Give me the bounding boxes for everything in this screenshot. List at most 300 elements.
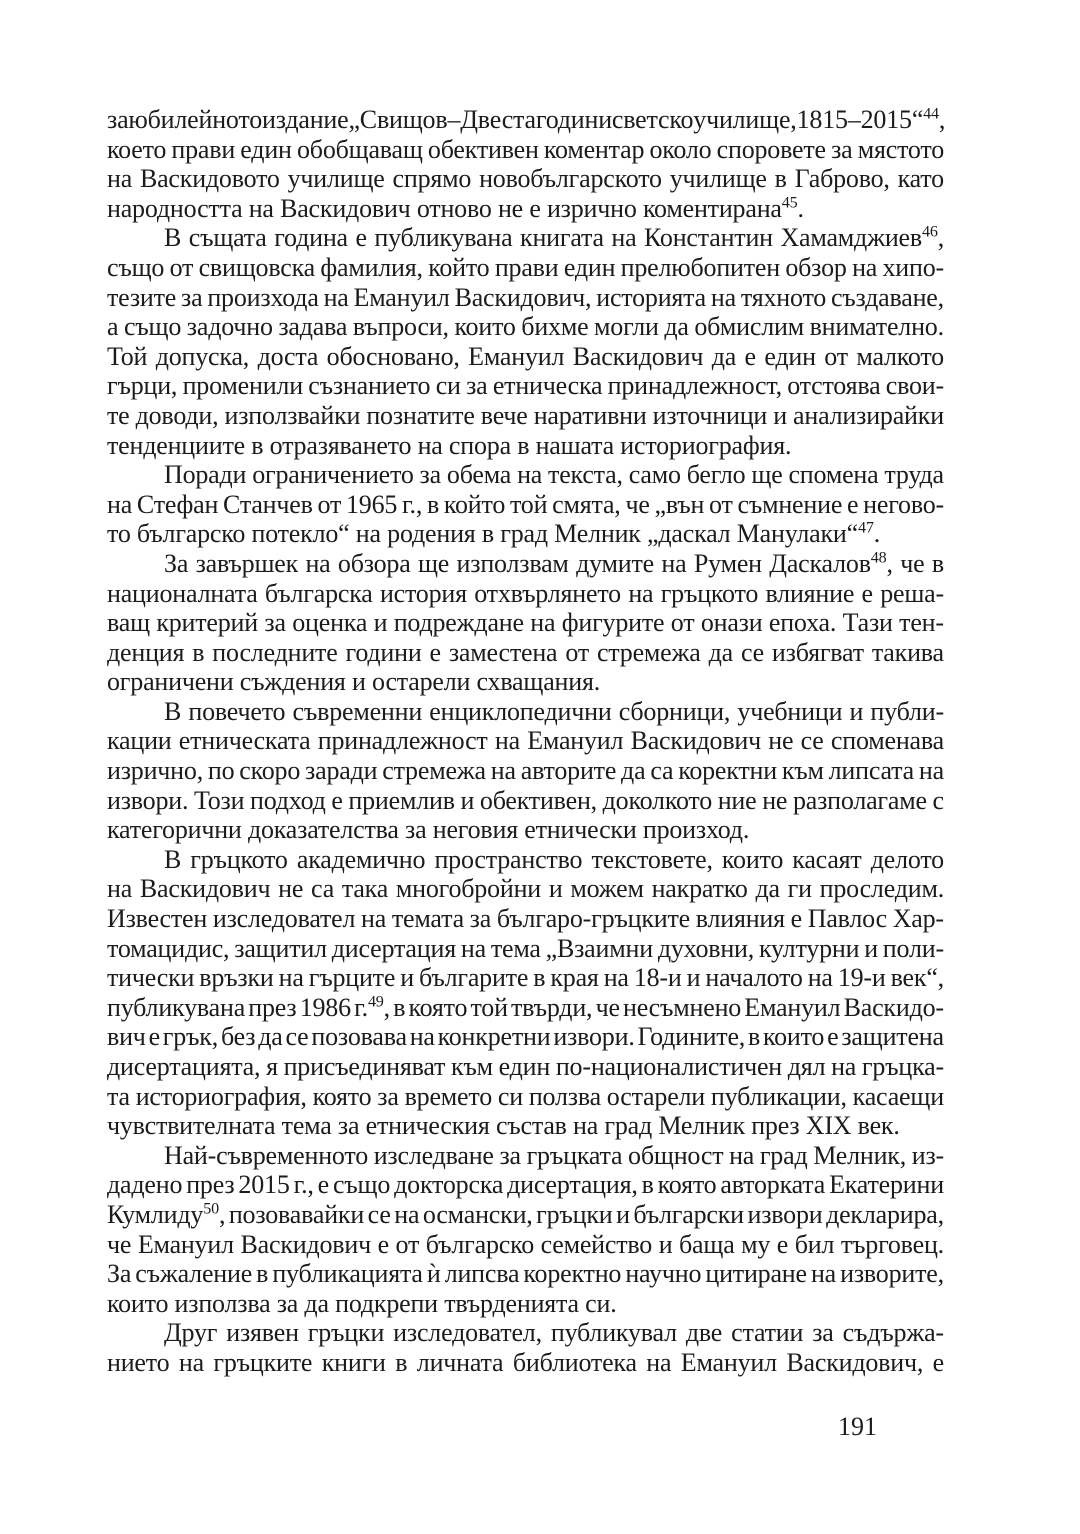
word: на: [305, 548, 331, 578]
word: труда: [884, 460, 944, 490]
word: Васкидович,: [786, 1347, 924, 1377]
word: е: [355, 223, 367, 253]
word: да: [708, 637, 733, 667]
word: дисертация,: [507, 1170, 638, 1200]
word: 2015“$^{44}$,: [860, 105, 946, 134]
word: от: [670, 608, 695, 638]
word: изследване: [373, 1140, 494, 1170]
word: на: [628, 578, 654, 608]
word: смята,: [552, 489, 621, 519]
word: да: [664, 312, 689, 342]
word: обективен,: [479, 785, 597, 815]
word: Васкидович: [240, 1229, 371, 1259]
word: Той: [107, 341, 148, 371]
word: несъмнено: [622, 992, 742, 1022]
word: липсата: [828, 756, 915, 786]
word: 1986: [299, 992, 351, 1022]
word: позовавайки: [228, 1199, 365, 1229]
word: Емануил: [137, 1229, 234, 1259]
word: историята: [596, 282, 707, 312]
word: е: [861, 578, 873, 608]
text-line: [107, 845, 944, 875]
word: кации: [107, 726, 172, 756]
word: публикации,: [710, 1081, 847, 1111]
word: нието: [107, 1347, 170, 1377]
word: фамилия,: [320, 252, 423, 282]
word: е: [827, 1022, 839, 1052]
word: произхода: [207, 282, 319, 312]
text-line: [107, 934, 944, 964]
word: „Свищов: [348, 105, 448, 134]
word: реша-: [880, 578, 944, 608]
word: публи-: [870, 696, 944, 726]
text-line: [107, 1200, 944, 1230]
word: историография,: [135, 1081, 307, 1111]
word: на: [729, 1140, 755, 1170]
word: век“,: [890, 963, 944, 993]
word: за: [831, 134, 853, 164]
word: поли-: [882, 933, 944, 963]
word: за: [181, 282, 203, 312]
word: негово-: [863, 489, 944, 519]
word: присъединяват: [283, 1052, 446, 1081]
word: твърди,: [511, 992, 593, 1022]
word: защитил: [234, 933, 327, 963]
word: в: [774, 164, 787, 194]
word: изявен: [226, 1318, 299, 1348]
word: на: [361, 904, 387, 934]
word: денция: [107, 637, 185, 667]
word: той: [509, 489, 548, 519]
word: касаят: [792, 844, 862, 874]
word: същата: [188, 223, 267, 253]
word: връзки: [199, 963, 274, 993]
word: обективен: [427, 134, 539, 164]
footnote-reference: 48: [870, 549, 887, 567]
word: му: [741, 1229, 771, 1259]
word: гръцката: [526, 1140, 623, 1170]
word: че: [595, 992, 620, 1022]
word: отхвърлянето: [474, 578, 621, 608]
word: допуска,: [155, 341, 250, 371]
word: думите: [576, 548, 655, 578]
word: задава: [278, 312, 348, 342]
word: в: [641, 1170, 654, 1200]
word: Павлос: [807, 904, 887, 934]
word: публикувана: [107, 992, 246, 1022]
word: светско: [611, 105, 694, 134]
word: началото: [705, 963, 803, 993]
word: учебници: [737, 696, 843, 726]
word: енциклопедични: [429, 696, 612, 726]
word: липсва: [444, 1259, 520, 1289]
word: в: [393, 992, 406, 1022]
word: Емануил: [680, 1347, 777, 1377]
word: баща: [679, 1229, 735, 1259]
word: влияния: [695, 904, 785, 934]
word: не: [768, 726, 794, 756]
word: дисертацията,: [107, 1052, 261, 1081]
word: е: [847, 489, 859, 519]
word: също: [123, 312, 182, 342]
word: оценка: [292, 608, 368, 638]
word: принадлежност,: [607, 371, 782, 401]
word: за: [812, 1318, 834, 1348]
word: 18-и: [633, 963, 682, 993]
word: културни: [758, 933, 860, 963]
word: влияние: [765, 578, 855, 608]
word: ѝ: [426, 1259, 441, 1289]
word: да: [711, 341, 737, 371]
word: на: [394, 1199, 420, 1229]
word: –: [447, 105, 461, 134]
word: скоро: [239, 756, 301, 786]
text-line: [107, 223, 944, 253]
word: ващ: [107, 608, 150, 638]
word: и: [373, 608, 388, 638]
word: за: [469, 904, 492, 934]
word: на: [831, 1052, 857, 1081]
word: е: [331, 785, 343, 815]
word: завършек: [195, 548, 299, 578]
word: националната: [107, 578, 258, 608]
word: съмнение: [737, 489, 843, 519]
word: повечето: [188, 696, 286, 726]
word: години: [535, 105, 612, 134]
word: За: [164, 548, 189, 578]
paragraph: [107, 697, 944, 845]
word: на: [460, 933, 486, 963]
text-line: [107, 312, 944, 342]
word: на: [603, 963, 629, 993]
word: в: [192, 637, 205, 667]
word: от: [565, 637, 589, 667]
word: без: [220, 1022, 256, 1052]
text-line: [107, 904, 944, 934]
word: мястото: [857, 134, 944, 164]
word: Екатерини: [829, 1170, 944, 1200]
word: такива: [871, 637, 944, 667]
word: на: [323, 282, 349, 312]
word: етническата: [178, 726, 311, 756]
word: Емануил: [353, 282, 450, 312]
word: е: [776, 1229, 789, 1259]
word: от: [395, 1229, 420, 1259]
word: ограничението: [252, 460, 414, 490]
word: на: [278, 963, 304, 993]
word: Васкидо-: [843, 992, 944, 1022]
footnote-reference: 47: [857, 519, 874, 537]
word: по-националистичен: [555, 1052, 783, 1081]
text-line: [107, 1022, 944, 1052]
word: защитена: [841, 1022, 944, 1052]
word: за: [377, 1081, 399, 1111]
word: обзор: [785, 252, 847, 282]
word: текста,: [548, 460, 623, 490]
text-line: то българско потекло“ на родения в град Мелник „даскал Манулаки“$^{47}$.: [107, 519, 881, 549]
word: новобългарското: [479, 164, 662, 194]
word: текстовете,: [591, 844, 713, 874]
word: не: [762, 785, 788, 815]
text-line: категорични доказателства за неговия етнически произход.: [107, 815, 750, 845]
text-line: [107, 283, 944, 313]
word: книгата: [520, 223, 604, 253]
word: дадено: [107, 1170, 183, 1200]
word: на: [646, 1347, 672, 1377]
text-line: [107, 105, 944, 135]
word: декларира,: [826, 1199, 944, 1229]
word: в: [748, 1022, 761, 1052]
word: обема: [446, 460, 512, 490]
word: онази: [700, 608, 763, 638]
word: която: [312, 1081, 372, 1111]
word: подход: [250, 785, 326, 815]
word: за: [466, 371, 488, 401]
word: че: [900, 548, 925, 578]
word: Васкидович: [572, 341, 704, 371]
word: която: [408, 992, 468, 1022]
word: заради: [305, 756, 378, 786]
word: гръцка-: [861, 1052, 944, 1081]
word: края: [550, 963, 599, 993]
text-line: [107, 993, 944, 1023]
word: си: [497, 1081, 523, 1111]
text-line: [107, 164, 944, 194]
word: –: [847, 105, 861, 134]
word: така: [341, 874, 389, 904]
word: един: [498, 1052, 551, 1081]
word: пространство: [434, 844, 583, 874]
word: г.,: [293, 1170, 314, 1200]
word: които: [762, 1022, 825, 1052]
word: подреждане: [393, 608, 524, 638]
word: тяхното: [740, 282, 827, 312]
word: на: [852, 252, 878, 282]
word: е: [377, 1229, 389, 1259]
word: Васкидович,: [454, 282, 592, 312]
word: през: [248, 992, 297, 1022]
text-line: [107, 549, 944, 579]
word: да: [755, 874, 780, 904]
word: българска: [264, 578, 373, 608]
word: томацидис,: [107, 933, 230, 963]
word: две: [685, 1318, 723, 1348]
word: в: [256, 1259, 269, 1289]
word: от: [317, 489, 342, 519]
word: около: [649, 134, 712, 164]
word: Емануил: [744, 992, 841, 1022]
word: Станчев: [223, 489, 313, 519]
word: един: [563, 252, 616, 282]
word: юбилейното: [128, 105, 263, 134]
word: са: [311, 874, 335, 904]
paragraph: [107, 460, 944, 549]
word: търговец.: [840, 1229, 944, 1259]
word: по: [207, 756, 235, 786]
word: на: [409, 1022, 435, 1052]
word: училище,: [693, 105, 797, 134]
word: могли: [594, 312, 659, 342]
word: се: [740, 637, 764, 667]
word: Най-съвременното: [164, 1140, 368, 1170]
word: използвам: [456, 548, 569, 578]
word: остарели: [606, 1081, 706, 1111]
word: гърците: [308, 963, 396, 993]
word: съдържа-: [842, 1318, 944, 1348]
word: гръцките: [213, 1347, 313, 1377]
word: се: [800, 726, 824, 756]
word: из-: [911, 1140, 944, 1170]
word: гръцки: [307, 1318, 385, 1348]
word: Васкидовото: [139, 164, 280, 194]
word: обосновано,: [326, 341, 460, 371]
word: Хамамджиев$^{46}$,: [780, 223, 944, 253]
word: в: [395, 1347, 408, 1377]
word: Мелник,: [813, 1140, 907, 1170]
word: хипо-: [882, 252, 944, 282]
word: и: [548, 874, 563, 904]
word: извори.: [107, 785, 189, 815]
word: на: [107, 489, 133, 519]
word: създаване,: [830, 282, 944, 312]
word: вич: [107, 1022, 146, 1052]
word: епоха.: [768, 608, 837, 638]
word: в: [533, 963, 546, 993]
word: на: [810, 1259, 837, 1289]
text-line: които използва за да подкрепи твърденията си.: [107, 1288, 617, 1318]
word: българско: [425, 1229, 534, 1259]
word: използвайки: [224, 400, 361, 430]
word: от: [709, 489, 733, 519]
text-line: [107, 638, 944, 668]
word: и: [460, 785, 475, 815]
word: не: [278, 874, 304, 904]
word: личната: [416, 1347, 504, 1377]
word: 19-и: [837, 963, 886, 993]
word: Двеста: [460, 105, 536, 134]
word: на: [490, 756, 516, 786]
word: те: [107, 400, 130, 430]
word: е: [148, 1022, 160, 1052]
word: османски,: [422, 1199, 533, 1229]
word: който: [443, 489, 506, 519]
word: българите: [418, 963, 529, 993]
word: гръцки: [536, 1199, 613, 1229]
word: за: [499, 1140, 521, 1170]
word: стремежа: [382, 756, 486, 786]
paragraph: [107, 1318, 944, 1377]
text-line: [107, 608, 944, 638]
word: на: [107, 164, 133, 194]
word: та: [107, 1081, 130, 1111]
text-line: [107, 1170, 944, 1200]
word: съжаление: [135, 1259, 253, 1289]
text-line: ограничени съждения и остарели схващания.: [107, 667, 601, 697]
word: което: [107, 134, 167, 164]
word: можем: [570, 874, 644, 904]
word: да: [258, 1022, 283, 1052]
text-line: [107, 756, 944, 786]
word: да: [621, 756, 646, 786]
word: библиотека: [512, 1347, 637, 1377]
word: които: [721, 844, 784, 874]
word: се: [367, 1199, 391, 1229]
word: коректно: [523, 1259, 622, 1289]
word: за: [264, 608, 286, 638]
word: времето: [404, 1081, 492, 1111]
word: си: [435, 371, 461, 401]
word: 1815: [796, 105, 848, 134]
word: източници: [652, 400, 768, 430]
text-line: [107, 1230, 944, 1260]
word: съвременни: [292, 696, 423, 726]
word: коректни: [678, 756, 777, 786]
word: към: [781, 756, 824, 786]
word: ще: [751, 460, 783, 490]
text-line: [107, 135, 944, 165]
word: авторката: [720, 1170, 826, 1200]
word: духовни,: [657, 933, 755, 963]
word: и: [658, 1229, 673, 1259]
word: Тази: [842, 608, 893, 638]
text-line: [107, 342, 944, 372]
word: тен-: [899, 608, 944, 638]
word: г.,: [402, 489, 423, 519]
word: Даскалов$^{48}$,: [769, 548, 893, 578]
word: Известен: [107, 904, 208, 934]
word: дисертация: [331, 933, 456, 963]
word: свои-: [885, 371, 944, 401]
word: гърци,: [107, 371, 178, 401]
page-number: 191: [838, 1412, 877, 1441]
word: вече: [480, 400, 528, 430]
word: книги: [321, 1347, 386, 1377]
text-line: [107, 460, 944, 490]
word: спрямо: [392, 164, 472, 194]
word: и: [400, 963, 414, 993]
word: фигурите: [561, 608, 665, 638]
word: са: [650, 756, 674, 786]
word: българо-гръцките: [496, 904, 690, 934]
text-line: [107, 1318, 944, 1348]
word: един: [764, 341, 816, 371]
word: бихме: [521, 312, 589, 342]
word: обзора: [337, 548, 411, 578]
word: темата: [391, 904, 464, 934]
word: публикацията: [272, 1259, 423, 1289]
word: принадлежност: [317, 726, 488, 756]
word: доста: [257, 341, 319, 371]
word: публикувана: [374, 223, 513, 253]
word: той: [470, 992, 508, 1022]
word: тема: [490, 933, 541, 963]
text-line: [107, 1348, 944, 1378]
text-line: [107, 786, 944, 816]
word: ние: [717, 785, 757, 815]
word: е: [317, 1170, 330, 1200]
word: академично: [296, 844, 426, 874]
word: през: [186, 1170, 235, 1200]
word: Поради: [164, 460, 247, 490]
word: и: [616, 1199, 630, 1229]
word: делото: [870, 844, 944, 874]
word: и: [773, 400, 787, 430]
word: проследим.: [819, 874, 944, 904]
word: последните: [212, 637, 338, 667]
word: от: [169, 252, 194, 282]
word: изрично,: [107, 756, 203, 786]
word: на: [530, 608, 556, 638]
